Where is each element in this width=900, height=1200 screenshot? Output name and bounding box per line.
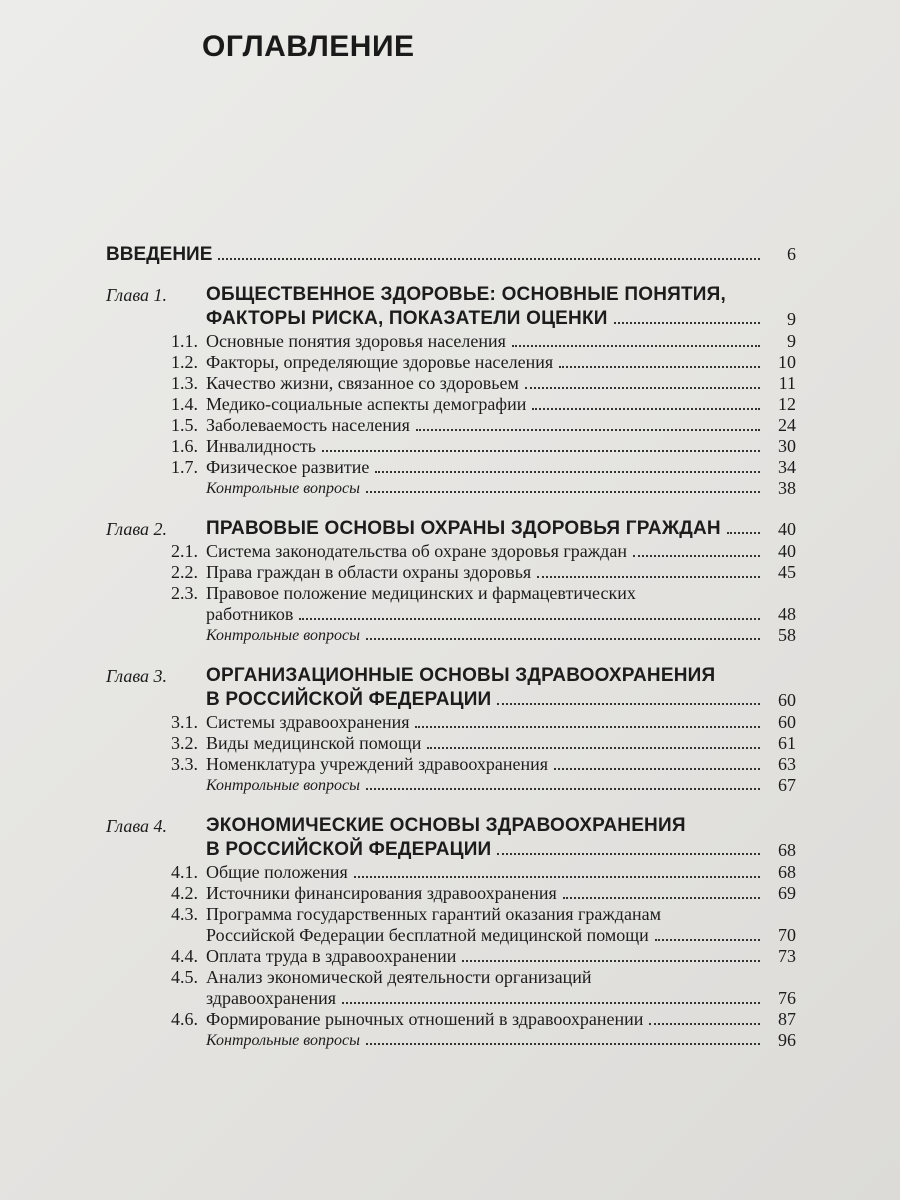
leader-dots (416, 428, 760, 431)
leader-dots (427, 746, 760, 749)
toc-item-title: Факторы, определяющие здоровье населения (206, 352, 554, 372)
toc-item-line (106, 583, 796, 604)
toc-item[interactable] (106, 436, 796, 457)
toc-chapter-3 (106, 664, 796, 796)
toc-item-title: Российской Федерации бесплатной медицинской помощи (206, 925, 649, 945)
toc-item[interactable] (106, 331, 796, 352)
leader-dots (563, 896, 760, 899)
leader-dots (375, 470, 760, 473)
toc-item-number: 2.2. (171, 562, 198, 582)
toc-item-page: 38 (778, 478, 796, 498)
toc-item-number: 1.4. (171, 394, 198, 414)
toc-item-number: 1.2. (171, 352, 198, 372)
toc-item-page: 45 (778, 562, 796, 582)
toc-item[interactable] (106, 754, 796, 775)
toc-chapter-heading: В РОССИЙСКОЙ ФЕДЕРАЦИИ (206, 839, 492, 860)
toc-item[interactable] (106, 352, 796, 373)
toc-chapter-heading: ФАКТОРЫ РИСКА, ПОКАЗАТЕЛИ ОЦЕНКИ (206, 308, 608, 329)
toc-item[interactable] (106, 733, 796, 754)
toc-item-title: Медико-социальные аспекты демографии (206, 394, 527, 414)
toc-item-title: Номенклатура учреждений здравоохранения (206, 754, 549, 774)
toc-item-page: 67 (778, 775, 796, 795)
toc-item-page: 87 (778, 1009, 796, 1029)
toc-item-page: 96 (778, 1030, 796, 1050)
toc-chapter-label: Глава 4. (106, 816, 168, 836)
toc-chapter-heading: ЭКОНОМИЧЕСКИЕ ОСНОВЫ ЗДРАВООХРАНЕНИЯ (206, 815, 686, 836)
toc-item-page: 69 (778, 883, 796, 903)
toc-item-title: Контрольные вопросы (206, 1032, 360, 1049)
toc-item-number: 3.1. (171, 712, 198, 732)
toc-item-number: 4.4. (171, 946, 198, 966)
toc-item-number: 2.3. (171, 583, 198, 603)
toc-item-page: 70 (778, 925, 796, 945)
leader-dots (322, 449, 760, 452)
toc-chapter-label: Глава 2. (106, 519, 168, 539)
toc-item[interactable] (106, 562, 796, 583)
section-gap (106, 796, 796, 814)
section-gap (106, 265, 796, 283)
toc-chapter-heading-line[interactable] (106, 664, 796, 688)
toc-item-page: 73 (778, 946, 796, 966)
toc-chapter-heading-line[interactable] (106, 814, 796, 838)
toc-intro-page: 6 (787, 244, 796, 264)
toc-questions[interactable] (106, 478, 796, 499)
toc-item-page: 9 (787, 331, 796, 351)
leader-dots (532, 407, 760, 410)
toc-chapter-heading-row[interactable] (106, 517, 796, 541)
table-of-contents (106, 244, 796, 1051)
toc-item-page: 61 (778, 733, 796, 753)
toc-chapter-page: 9 (787, 309, 796, 329)
toc-item-line (106, 967, 796, 988)
leader-dots (366, 637, 760, 640)
toc-intro[interactable] (106, 244, 796, 265)
toc-item-page: 48 (778, 604, 796, 624)
toc-item-title: здравоохранения (206, 988, 337, 1008)
toc-item[interactable] (106, 946, 796, 967)
leader-dots (655, 938, 760, 941)
toc-item-title: Основные понятия здоровья населения (206, 331, 506, 351)
toc-chapter-4 (106, 814, 796, 1051)
toc-item[interactable] (106, 457, 796, 478)
toc-item-number: 4.5. (171, 967, 198, 987)
leader-dots (366, 490, 760, 493)
toc-item[interactable] (106, 988, 796, 1009)
toc-questions[interactable] (106, 775, 796, 796)
leader-dots (559, 365, 760, 368)
leader-dots (366, 1042, 760, 1045)
leader-dots (614, 321, 760, 324)
leader-dots (512, 344, 760, 347)
toc-item-number: 4.2. (171, 883, 198, 903)
toc-item-number: 4.3. (171, 904, 198, 924)
toc-item-page: 10 (778, 352, 796, 372)
toc-item-title: Оплата труда в здравоохранении (206, 946, 457, 966)
toc-chapter-label: Глава 1. (106, 285, 168, 305)
leader-dots (415, 725, 760, 728)
toc-item-title: Контрольные вопросы (206, 777, 360, 794)
toc-item-number: 1.1. (171, 331, 198, 351)
toc-item[interactable] (106, 883, 796, 904)
toc-item-title: Инвалидность (206, 436, 316, 456)
toc-item-title: Формирование рыночных отношений в здравоохранении (206, 1009, 644, 1029)
toc-chapter-heading-row[interactable] (106, 838, 796, 862)
toc-item-title: Права граждан в области охраны здоровья (206, 562, 532, 582)
leader-dots (633, 554, 760, 557)
toc-chapter-heading-line[interactable] (106, 283, 796, 307)
toc-item-page: 30 (778, 436, 796, 456)
toc-item-page: 58 (778, 625, 796, 645)
leader-dots (537, 575, 760, 578)
toc-item-title: Контрольные вопросы (206, 480, 360, 497)
toc-chapter-heading-row[interactable] (106, 307, 796, 331)
toc-item-number: 1.7. (171, 457, 198, 477)
leader-dots (462, 959, 760, 962)
toc-item[interactable] (106, 1009, 796, 1030)
toc-item-title: Заболеваемость населения (206, 415, 410, 435)
toc-intro-label: ВВЕДЕНИЕ (106, 244, 213, 265)
toc-item-page: 63 (778, 754, 796, 774)
toc-chapter-2 (106, 517, 796, 646)
toc-chapter-heading: ОРГАНИЗАЦИОННЫЕ ОСНОВЫ ЗДРАВООХРАНЕНИЯ (206, 665, 716, 686)
toc-item-number: 4.6. (171, 1009, 198, 1029)
toc-item[interactable] (106, 541, 796, 562)
toc-item-page: 12 (778, 394, 796, 414)
toc-chapter-label: Глава 3. (106, 666, 168, 686)
toc-item-number: 1.6. (171, 436, 198, 456)
toc-item-number: 4.1. (171, 862, 198, 882)
toc-chapter-heading: В РОССИЙСКОЙ ФЕДЕРАЦИИ (206, 689, 492, 710)
leader-dots (554, 767, 760, 770)
toc-item-title: Правовое положение медицинских и фармацевтических (206, 583, 636, 603)
toc-item[interactable] (106, 712, 796, 733)
toc-chapter-heading: ПРАВОВЫЕ ОСНОВЫ ОХРАНЫ ЗДОРОВЬЯ ГРАЖДАН (206, 518, 721, 539)
toc-item-page: 40 (778, 541, 796, 561)
toc-item-title: Контрольные вопросы (206, 627, 360, 644)
leader-dots (354, 875, 760, 878)
toc-item-number: 1.3. (171, 373, 198, 393)
toc-item-page: 24 (778, 415, 796, 435)
toc-item[interactable] (106, 415, 796, 436)
leader-dots (218, 257, 760, 260)
leader-dots (299, 617, 760, 620)
toc-chapter-heading: ОБЩЕСТВЕННОЕ ЗДОРОВЬЕ: ОСНОВНЫЕ ПОНЯТИЯ, (206, 284, 726, 305)
toc-item[interactable] (106, 373, 796, 394)
toc-item-page: 68 (778, 862, 796, 882)
toc-item[interactable] (106, 862, 796, 883)
toc-item-number: 3.3. (171, 754, 198, 774)
toc-item-line (106, 904, 796, 925)
toc-item-title: Источники финансирования здравоохранения (206, 883, 557, 903)
leader-dots (497, 852, 760, 855)
toc-item-title: Программа государственных гарантий оказания гражданам (206, 904, 661, 924)
toc-item-page: 34 (778, 457, 796, 477)
toc-item-title: работников (206, 604, 294, 624)
toc-item-number: 2.1. (171, 541, 198, 561)
toc-item-page: 60 (778, 712, 796, 732)
toc-item-title: Система законодательства об охране здоровья граждан (206, 541, 627, 561)
toc-item[interactable] (106, 925, 796, 946)
toc-item-page: 11 (778, 373, 796, 393)
toc-questions[interactable] (106, 1030, 796, 1051)
toc-chapter-1 (106, 283, 796, 499)
toc-item-title: Анализ экономической деятельности организаций (206, 967, 592, 987)
toc-item-number: 3.2. (171, 733, 198, 753)
section-gap (106, 499, 796, 517)
leader-dots (525, 386, 760, 389)
toc-chapter-page: 60 (778, 690, 796, 710)
toc-item-number: 1.5. (171, 415, 198, 435)
toc-item-title: Физическое развитие (206, 457, 370, 477)
toc-item[interactable] (106, 604, 796, 625)
section-gap (106, 646, 796, 664)
toc-chapter-page: 68 (778, 840, 796, 860)
toc-item-title: Виды медицинской помощи (206, 733, 422, 753)
toc-chapter-heading-row[interactable] (106, 688, 796, 712)
toc-item[interactable] (106, 394, 796, 415)
toc-chapter-page: 40 (778, 519, 796, 539)
page-title: ОГЛАВЛЕНИЕ (202, 30, 415, 63)
toc-item-title: Общие положения (206, 862, 348, 882)
toc-item-page: 76 (778, 988, 796, 1008)
toc-item-title: Качество жизни, связанное со здоровьем (206, 373, 519, 393)
leader-dots (649, 1022, 760, 1025)
leader-dots (366, 787, 760, 790)
leader-dots (342, 1001, 760, 1004)
toc-item-title: Системы здравоохранения (206, 712, 410, 732)
leader-dots (497, 702, 760, 705)
toc-questions[interactable] (106, 625, 796, 646)
leader-dots (727, 531, 760, 534)
